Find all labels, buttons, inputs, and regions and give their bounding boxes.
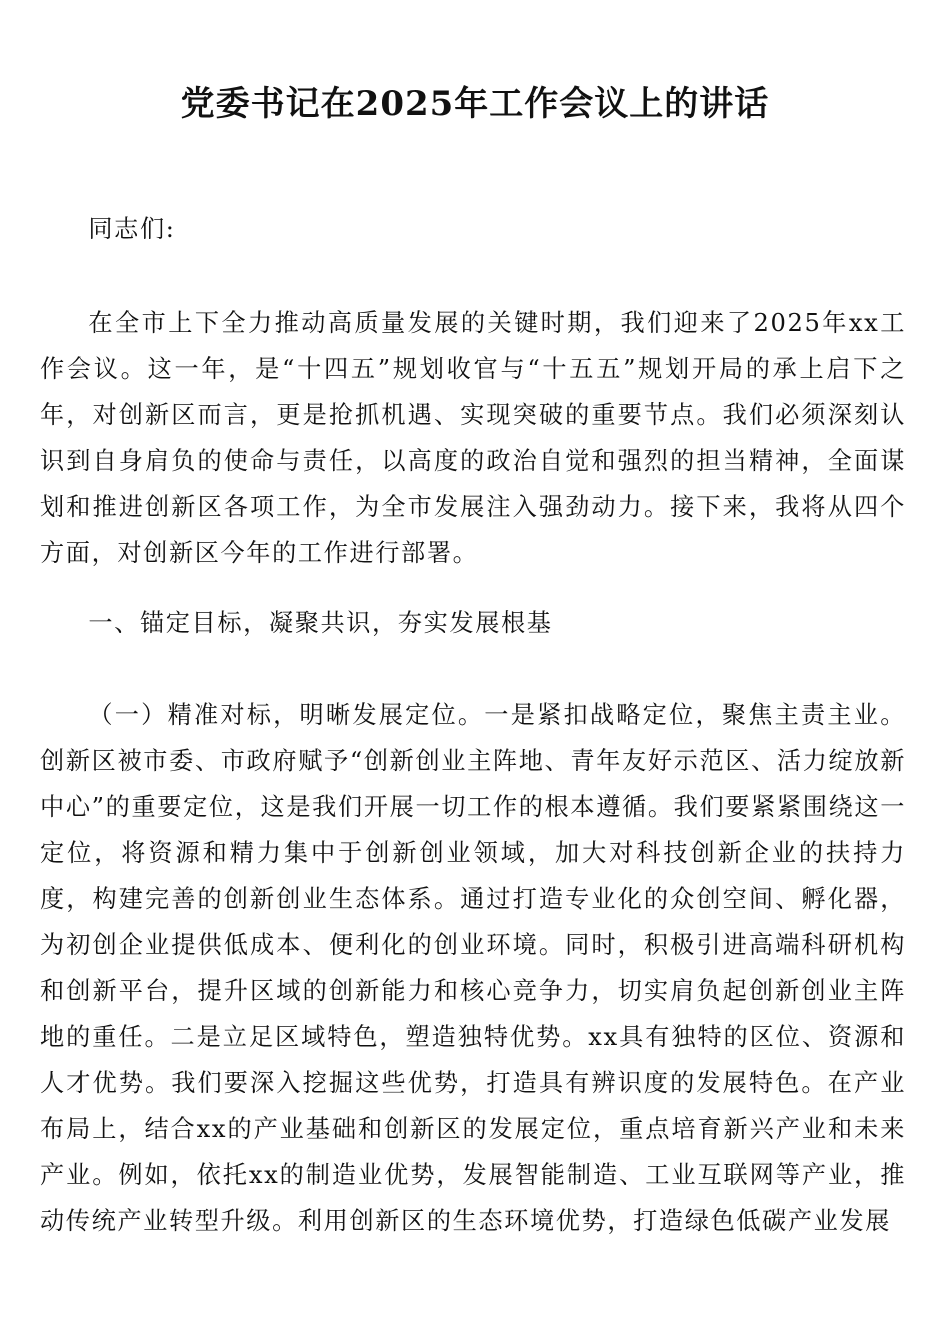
- body-paragraph-1: 在全市上下全力推动高质量发展的关键时期，我们迎来了2025年xx工作会议。这一年，是“十四五”规划收官与“十五五”规划开局的承上启下之年，对创新区而言，更是抢抓机遇、实现突破的重要节点。我们必须深刻认识到自身肩负的使命与责任，以高度的政治自觉和强烈的担当精神，全面谋划和推进创新区各项工作，为全市发展注入强劲动力。接下来，我将从四个方面，对创新区今年的工作进行部署。: [40, 309, 906, 567]
- section-heading-1: 一、锚定目标，凝聚共识，夯实发展根基: [88, 609, 553, 637]
- salutation: 同志们:: [88, 215, 176, 243]
- document-title: 党委书记在2025年工作会议上的讲话: [180, 84, 770, 124]
- body-paragraph-2: （一）精准对标，明晰发展定位。一是紧扣战略定位，聚焦主责主业。创新区被市委、市政府赋予“创新创业主阵地、青年友好示范区、活力绽放新中心”的重要定位，这是我们开展一切工作的根本遵循。我们要紧紧围绕这一定位，将资源和精力集中于创新创业领域，加大对科技创新企业的扶持力度，构建完善的创新创业生态体系。通过打造专业化的众创空间、孵化器，为初创企业提供低成本、便利化的创业环境。同时，积极引进高端科研机构和创新平台，提升区域的创新能力和核心竞争力，切实肩负起创新创业主阵地的重任。二是立足区域特色，塑造独特优势。xx具有独特的区位、资源和人才优势。我们要深入挖掘这些优势，打造具有辨识度的发展特色。在产业布局上，结合xx的产业基础和创新区的发展定位，重点培育新兴产业和未来产业。例如，依托xx的制造业优势，发展智能制造、工业互联网等产业，推动传统产业转型升级。利用创新区的生态环境优势，打造绿色低碳产业发展: [40, 701, 906, 1235]
